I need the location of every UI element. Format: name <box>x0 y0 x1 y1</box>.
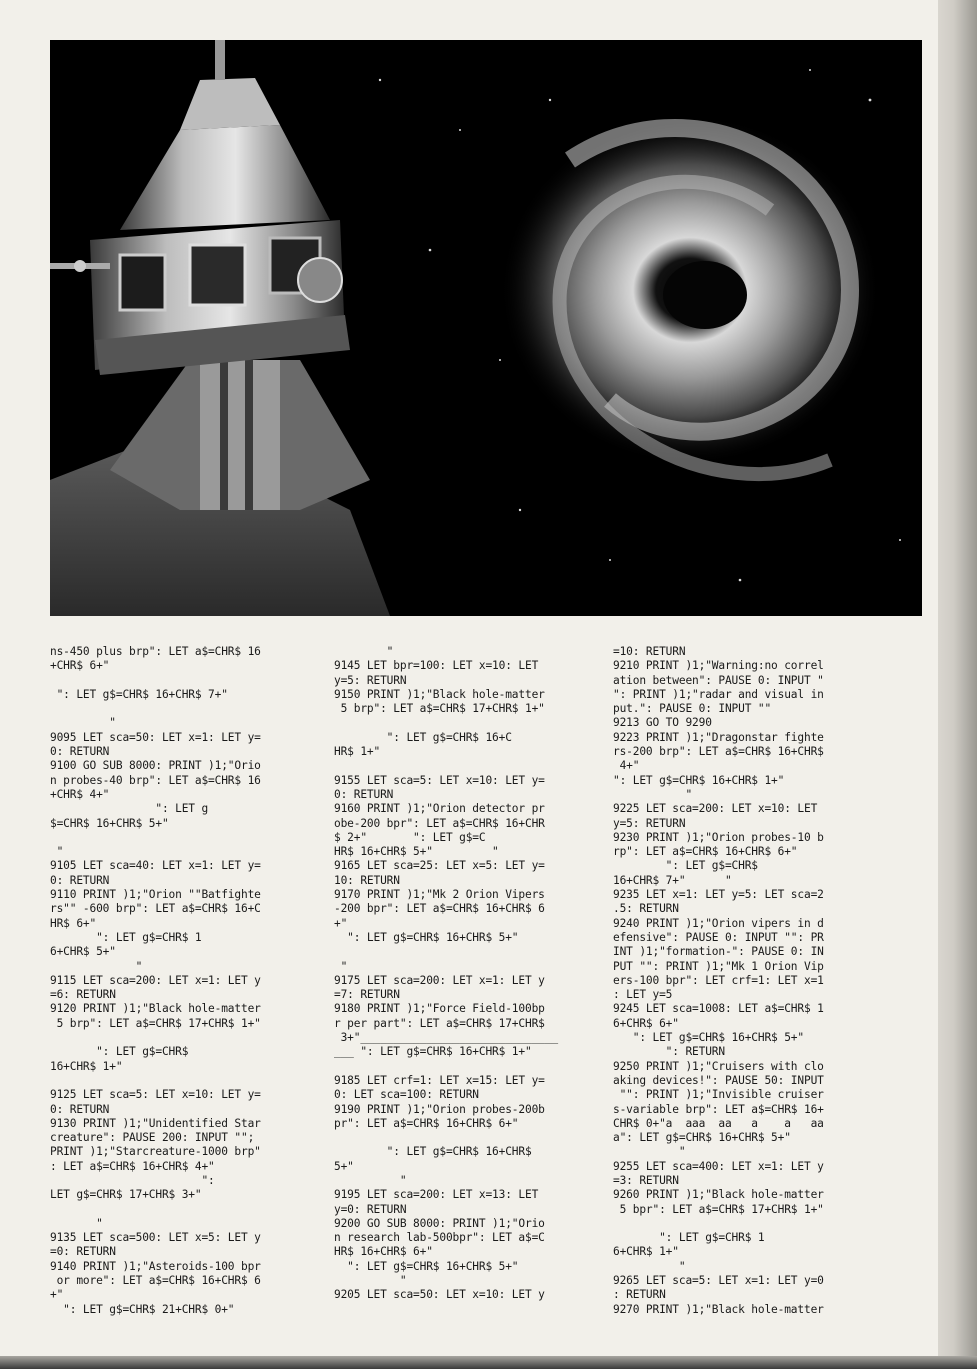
code-line: ers-100 bpr": LET crf=1: LET x=1 <box>613 973 824 987</box>
code-line: 9155 LET sca=5: LET x=10: LET y= <box>334 773 545 787</box>
code-line: 9210 PRINT )1;"Warning:no correl <box>613 659 824 673</box>
code-line: 9260 PRINT )1;"Black hole-matter <box>613 1188 824 1202</box>
code-line: 9213 GO TO 9290 <box>613 716 712 730</box>
code-column-2 <box>334 645 624 1355</box>
code-line: " <box>50 716 116 730</box>
code-line: 9115 LET sca=200: LET x=1: LET y <box>50 973 261 987</box>
code-line: y=5: RETURN <box>334 673 407 687</box>
code-line: "": PRINT )1;"Invisible cruiser <box>613 1088 824 1102</box>
code-line: rs"" -600 brp": LET a$=CHR$ 16+C <box>50 902 261 916</box>
code-line: n probes-40 brp": LET a$=CHR$ 16 <box>50 773 261 787</box>
code-line: 9265 LET sca=5: LET x=1: LET y=0 <box>613 1274 824 1288</box>
code-line: LET g$=CHR$ 17+CHR$ 3+" <box>50 1188 202 1202</box>
code-line: : LET a$=CHR$ 16+CHR$ 4+" <box>50 1159 215 1173</box>
code-line: 9135 LET sca=500: LET x=5: LET y <box>50 1231 261 1245</box>
code-line: =0: RETURN <box>50 1245 116 1259</box>
code-line: 9150 PRINT )1;"Black hole-matter <box>334 687 545 701</box>
code-line: " <box>50 959 143 973</box>
code-line: 16+CHR$ 1+" <box>50 1059 123 1073</box>
code-line: 9125 LET sca=5: LET x=10: LET y= <box>50 1088 261 1102</box>
code-line: 9195 LET sca=200: LET x=13: LET <box>334 1188 539 1202</box>
code-line: aking devices!": PAUSE 50: INPUT <box>613 1073 824 1087</box>
code-line: 9245 LET sca=1008: LET a$=CHR$ 1 <box>613 1002 824 1016</box>
page-bottom-edge <box>0 1356 977 1369</box>
code-line: y=0: RETURN <box>334 1202 407 1216</box>
code-line: HR$ 16+CHR$ 6+" <box>334 1245 433 1259</box>
code-line: 9223 PRINT )1;"Dragonstar fighte <box>613 730 824 744</box>
code-line: ": LET g$=CHR$ <box>613 859 758 873</box>
code-line: " <box>613 787 693 801</box>
code-line: ": <box>50 1173 215 1187</box>
code-column-3 <box>613 645 903 1355</box>
code-line: 9255 LET sca=400: LET x=1: LET y <box>613 1159 824 1173</box>
code-line: y=5: RETURN <box>613 816 686 830</box>
code-line: 0: RETURN <box>334 787 394 801</box>
code-line: 9105 LET sca=40: LET x=1: LET y= <box>50 859 261 873</box>
code-line: 5 brp": LET a$=CHR$ 17+CHR$ 1+" <box>50 1016 261 1030</box>
code-line: 9200 GO SUB 8000: PRINT )1;"Orio <box>334 1216 545 1230</box>
code-line: ": LET g$=CHR$ 16+C <box>334 730 512 744</box>
code-line: 9140 PRINT )1;"Asteroids-100 bpr <box>50 1259 261 1273</box>
code-line: =7: RETURN <box>334 988 400 1002</box>
code-line: 10: RETURN <box>334 873 400 887</box>
code-line: n research lab-500bpr": LET a$=C <box>334 1231 545 1245</box>
code-line: HR$ 1+" <box>334 745 381 759</box>
code-line: PUT "": PRINT )1;"Mk 1 Orion Vip <box>613 959 824 973</box>
code-line: rp": LET a$=CHR$ 16+CHR$ 6+" <box>613 845 798 859</box>
code-line: 4+" <box>613 759 640 773</box>
code-line: 9165 LET sca=25: LET x=5: LET y= <box>334 859 545 873</box>
code-line: : LET y=5 <box>613 988 673 1002</box>
code-line: 9130 PRINT )1;"Unidentified Star <box>50 1116 261 1130</box>
code-line: +" <box>334 916 348 930</box>
code-line: ": LET g$=CHR$ 16+CHR$ 5+" <box>334 1259 519 1273</box>
code-line: rs-200 brp": LET a$=CHR$ 16+CHR$ <box>613 745 824 759</box>
code-line: 9110 PRINT )1;"Orion ""Batfighte <box>50 888 261 902</box>
code-line: 6+CHR$ 1+" <box>613 1245 679 1259</box>
code-line: ": LET g <box>50 802 209 816</box>
space-illustration <box>50 40 922 616</box>
code-line: ": RETURN <box>613 1045 725 1059</box>
code-column-1 <box>50 645 340 1355</box>
code-line: 9230 PRINT )1;"Orion probes-10 b <box>613 830 824 844</box>
code-line: or more": LET a$=CHR$ 16+CHR$ 6 <box>50 1274 261 1288</box>
code-line: 9180 PRINT )1;"Force Field-100bp <box>334 1002 545 1016</box>
code-line: 9175 LET sca=200: LET x=1: LET y <box>334 973 545 987</box>
code-line: 9240 PRINT )1;"Orion vipers in d <box>613 916 824 930</box>
code-line: a": LET g$=CHR$ 16+CHR$ 5+" <box>613 1131 791 1145</box>
code-line: creature": PAUSE 200: INPUT ""; <box>50 1131 255 1145</box>
code-line: +CHR$ 4+" <box>50 787 110 801</box>
code-line: 9145 LET bpr=100: LET x=10: LET <box>334 659 539 673</box>
code-line: 9120 PRINT )1;"Black hole-matter <box>50 1002 261 1016</box>
code-line: 5 bpr": LET a$=CHR$ 17+CHR$ 1+" <box>613 1202 824 1216</box>
code-line: ation between": PAUSE 0: INPUT " <box>613 673 824 687</box>
code-line: 9190 PRINT )1;"Orion probes-200b <box>334 1102 545 1116</box>
code-line: ": LET g$=CHR$ 16+CHR$ <box>334 1145 532 1159</box>
code-line: ___ ": LET g$=CHR$ 16+CHR$ 1+" <box>334 1045 532 1059</box>
code-line: 3+"______________________________ <box>334 1031 558 1045</box>
code-line: pr": LET a$=CHR$ 16+CHR$ 6+" <box>334 1116 519 1130</box>
code-line: " <box>50 1216 103 1230</box>
code-line: " <box>334 645 394 658</box>
code-line: obe-200 bpr": LET a$=CHR$ 16+CHR <box>334 816 545 830</box>
code-line: 9270 PRINT )1;"Black hole-matter <box>613 1302 824 1316</box>
code-line: +" <box>50 1288 64 1302</box>
code-line: 9160 PRINT )1;"Orion detector pr <box>334 802 545 816</box>
code-line: INT )1;"formation-": PAUSE 0: IN <box>613 945 824 959</box>
code-line: 5+" <box>334 1159 354 1173</box>
code-line: ": LET g$=CHR$ 1 <box>613 1231 765 1245</box>
code-line: 9100 GO SUB 8000: PRINT )1;"Orio <box>50 759 261 773</box>
code-line: 5 brp": LET a$=CHR$ 17+CHR$ 1+" <box>334 702 545 716</box>
code-line: 0: RETURN <box>50 873 110 887</box>
code-line: s-variable brp": LET a$=CHR$ 16+ <box>613 1102 824 1116</box>
code-line: ": LET g$=CHR$ 16+CHR$ 7+" <box>50 687 228 701</box>
code-line: " <box>334 1173 407 1187</box>
code-line: ": LET g$=CHR$ 16+CHR$ 5+" <box>334 930 519 944</box>
code-line: put.": PAUSE 0: INPUT "" <box>613 702 772 716</box>
code-line: HR$ 16+CHR$ 5+" " <box>334 845 499 859</box>
code-line: CHR$ 0+"a aaa aa a a aa <box>613 1116 824 1130</box>
code-line: r per part": LET a$=CHR$ 17+CHR$ <box>334 1016 545 1030</box>
code-line: 9205 LET sca=50: LET x=10: LET y <box>334 1288 545 1302</box>
code-line: 6+CHR$ 5+" <box>50 945 116 959</box>
code-line: =6: RETURN <box>50 988 116 1002</box>
code-line: +CHR$ 6+" <box>50 659 110 673</box>
code-line: 16+CHR$ 7+" " <box>613 873 732 887</box>
code-line: -200 bpr": LET a$=CHR$ 16+CHR$ 6 <box>334 902 545 916</box>
code-line: .5: RETURN <box>613 902 679 916</box>
code-line: ": LET g$=CHR$ 21+CHR$ 0+" <box>50 1302 235 1316</box>
code-line: 9235 LET x=1: LET y=5: LET sca=2 <box>613 888 824 902</box>
page-edge-shadow <box>938 0 977 1369</box>
code-line: =10: RETURN <box>613 645 686 658</box>
code-line: 0: LET sca=100: RETURN <box>334 1088 479 1102</box>
code-line: PRINT )1;"Starcreature-1000 brp" <box>50 1145 261 1159</box>
code-line: 9185 LET crf=1: LET x=15: LET y= <box>334 1073 545 1087</box>
code-line: " <box>613 1145 686 1159</box>
code-line: 9250 PRINT )1;"Cruisers with clo <box>613 1059 824 1073</box>
code-line: ": LET g$=CHR$ <box>50 1045 189 1059</box>
code-line: 6+CHR$ 6+" <box>613 1016 679 1030</box>
code-line: ": LET g$=CHR$ 16+CHR$ 5+" <box>613 1031 804 1045</box>
code-line: 0: RETURN <box>50 745 110 759</box>
code-line: " <box>334 959 348 973</box>
code-line: 9170 PRINT )1;"Mk 2 Orion Vipers <box>334 888 545 902</box>
code-line: ": LET g$=CHR$ 16+CHR$ 1+" <box>613 773 785 787</box>
code-line: ": PRINT )1;"radar and visual in <box>613 687 824 701</box>
code-line: " <box>613 1259 686 1273</box>
code-line: 0: RETURN <box>50 1102 110 1116</box>
code-line: ns-450 plus brp": LET a$=CHR$ 16 <box>50 645 261 658</box>
code-line: 9225 LET sca=200: LET x=10: LET <box>613 802 818 816</box>
code-line: HR$ 6+" <box>50 916 97 930</box>
code-line: $ 2+" ": LET g$=C <box>334 830 486 844</box>
code-line: =3: RETURN <box>613 1173 679 1187</box>
code-line: " <box>50 845 64 859</box>
code-line: 9095 LET sca=50: LET x=1: LET y= <box>50 730 261 744</box>
code-line: ": LET g$=CHR$ 1 <box>50 930 202 944</box>
code-line: $=CHR$ 16+CHR$ 5+" <box>50 816 169 830</box>
code-line: : RETURN <box>613 1288 666 1302</box>
code-line: " <box>334 1274 407 1288</box>
code-line: efensive": PAUSE 0: INPUT "": PR <box>613 930 824 944</box>
